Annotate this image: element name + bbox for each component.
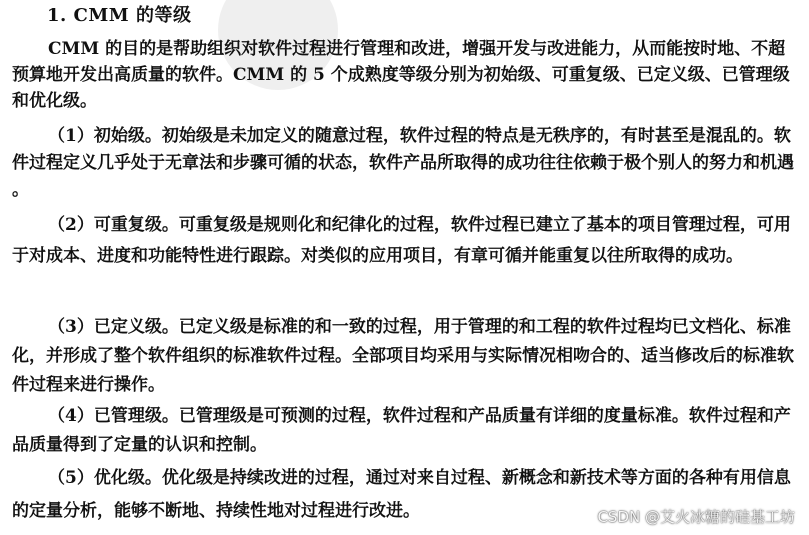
level-3-paragraph: （3）已定义级。已定义级是标准的和一致的过程，用于管理的和工程的软件过程均已文档化、标准化，并形成了整个软件组织的标准软件过程。全部项目均采用与实际情况相吻合的、适当修改后的标准软件过程来进行操作。 bbox=[12, 317, 794, 395]
csdn-watermark: CSDN @艾火冰糖的硅基工坊 bbox=[597, 508, 795, 526]
level-5-paragraph: （5）优化级。优化级是持续改进的过程，通过对来自过程、新概念和新技术等方面的各种有用信息的定量分析，能够不断地、持续性地对过程进行改进。 bbox=[12, 468, 791, 521]
level-2-paragraph: （2）可重复级。可重复级是规则化和纪律化的过程，软件过程已建立了基本的项目管理过程，可用于对成本、进度和功能特性进行跟踪。对类似的应用项目，有章可循并能重复以往所取得的成功。 bbox=[12, 215, 791, 266]
level-1-paragraph: （1）初始级。初始级是未加定义的随意过程，软件过程的特点是无秩序的，有时甚至是混乱的。软件过程定义几乎处于无章法和步骤可循的状态，软件产品所取得的成功往往依赖于极个别人的努力和机遇。 bbox=[12, 126, 794, 200]
intro-paragraph: CMM 的目的是帮助组织对软件过程进行管理和改进，增强开发与改进能力，从而能按时地、不超预算地开发出高质量的软件。CMM 的 5 个成熟度等级分别为初始级、可重复级、已定义级、已管理级和优化级。 bbox=[12, 39, 790, 111]
level-4-paragraph: （4）已管理级。已管理级是可预测的过程，软件过程和产品质量有详细的度量标准。软件过程和产品质量得到了定量的认识和控制。 bbox=[12, 406, 791, 455]
section-heading: 1. CMM 的等级 bbox=[47, 5, 192, 26]
